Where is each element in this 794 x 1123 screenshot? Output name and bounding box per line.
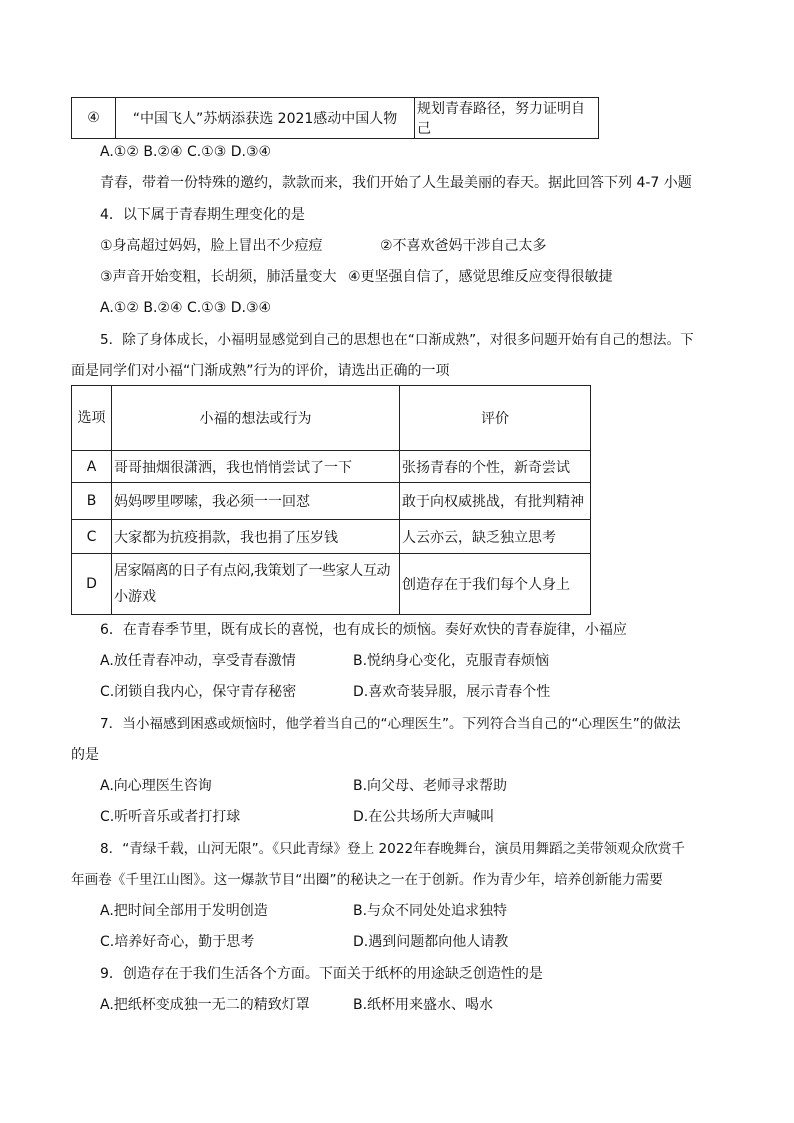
row-behavior [112, 554, 400, 615]
q7-option-a: A.向心理医生咨询 [100, 778, 212, 794]
q7-option-d: D.在公共场所大声喊叫 [353, 809, 495, 825]
table-row [72, 554, 591, 615]
intro-text: 青春，带着一份特殊的邀约，款款而来，我们开始了人生最美丽的春天。据此回答下列 4-7 小题 [100, 175, 692, 191]
top-table [71, 97, 599, 139]
q9-option-a: A.把纸杯变成独一无二的精致灯罩 [100, 997, 310, 1013]
header-option: 选项 [72, 386, 112, 451]
q6-option-c: C.闭锁自我内心，保守青存秘密 [100, 684, 297, 700]
table-row [72, 451, 591, 483]
row-behavior: 大家都为抗疫捐款，我也捐了压岁钱 [112, 520, 400, 554]
q8-option-a: A.把时间全部用于发明创造 [100, 903, 268, 919]
q7-option-c: C.听听音乐或者打打球 [100, 809, 241, 825]
q4-item-1: ①身高超过妈妈，脸上冒出不少痘痘 [100, 238, 323, 254]
q8-option-c: C.培养好奇心，勤于思考 [100, 934, 255, 950]
q9-stem: 9．创造存在于我们生活各个方面。下面关于纸杯的用途缺乏创造性的是 [100, 966, 543, 982]
q7-stem-line-1: 7．当小福感到困惑或烦恼时，他学着当自己的“心理医生”。下列符合当自己的“心理医生”的做法 [100, 716, 681, 732]
q6-option-a: A.放任青春冲动，享受青春激情 [100, 653, 296, 669]
table-row [72, 520, 591, 554]
table-cell-inspiration: 规划青春路径，努力证明自己 [415, 98, 599, 139]
q6-option-d: D.喜欢奇装异服，展示青春个性 [353, 684, 551, 700]
row-comment: 人云亦云，缺乏独立思考 [400, 520, 591, 554]
q9-option-b: B.纸杯用来盛水、喝水 [353, 997, 494, 1013]
q5-stem-line-2: 面是同学们对小福“门渐成熟”行为的评价，请选出正确的一项 [71, 363, 450, 379]
row-behavior: 妈妈啰里啰嗦，我必须一一回怼 [112, 483, 400, 520]
row-behavior-line-2: 小游戏 [114, 589, 156, 605]
q8-option-d: D.遇到问题都向他人请教 [353, 934, 509, 950]
table-row [72, 98, 599, 139]
row-behavior: 哥哥抽烟很潇洒，我也悄悄尝试了一下 [112, 451, 400, 483]
row-label: C [72, 520, 112, 554]
header-behavior: 小福的想法或行为 [112, 386, 400, 451]
q7-stem-line-2: 的是 [71, 747, 99, 763]
header-comment: 评价 [400, 386, 591, 451]
q8-option-b: B.与众不同处处追求独特 [353, 903, 508, 919]
table-header-row [72, 386, 591, 451]
q3-options: A.①② B.②④ C.①③ D.③④ [100, 144, 272, 160]
q4-options: A.①② B.②④ C.①③ D.③④ [100, 300, 272, 316]
row-label: D [72, 554, 112, 615]
row-label: B [72, 483, 112, 520]
q4-item-3: ③声音开始变粗，长胡须，肺活量变大 [100, 269, 337, 285]
q5-table [71, 385, 591, 615]
q8-stem-line-1: 8．“青绿千载，山河无限”。《只此青绿》登上 2022年春晚舞台，演员用舞蹈之美带领观众欣赏千 [100, 841, 686, 857]
table-cell-event: “中国飞人”苏炳添获选 2021感动中国人物 [116, 98, 415, 139]
row-comment: 张扬青春的个性，新奇尝试 [400, 451, 591, 483]
q7-option-b: B.向父母、老师寻求帮助 [353, 778, 508, 794]
row-label: A [72, 451, 112, 483]
q4-item-4: ④更坚强自信了，感觉思维反应变得很敏捷 [348, 269, 613, 285]
q4-stem: 4．以下属于青春期生理变化的是 [100, 207, 305, 223]
table-row [72, 483, 591, 520]
q8-stem-line-2: 年画卷《千里江山图》。这一爆款节目“出圈”的秘诀之一在于创新。作为青少年，培养创新能力需要 [71, 872, 663, 888]
q6-stem: 6．在青春季节里，既有成长的喜悦，也有成长的烦恼。奏好欢快的青春旋律，小福应 [100, 622, 627, 638]
q5-stem-line-1: 5．除了身体成长，小福明显感觉到自己的思想也在“口渐成熟”，对很多问题开始有自己的想法。下 [100, 332, 694, 348]
row-behavior-line-1: 居家隔离的日子有点闷,我策划了一些家人互动 [114, 563, 391, 579]
row-comment: 创造存在于我们每个人身上 [400, 554, 591, 615]
q4-item-2: ②不喜欢爸妈干涉自己太多 [380, 238, 547, 254]
q6-option-b: B.悦纳身心变化，克服青春烦恼 [353, 653, 550, 669]
table-cell-num: ④ [72, 98, 116, 139]
row-comment: 敢于向权威挑战，有批判精神 [400, 483, 591, 520]
